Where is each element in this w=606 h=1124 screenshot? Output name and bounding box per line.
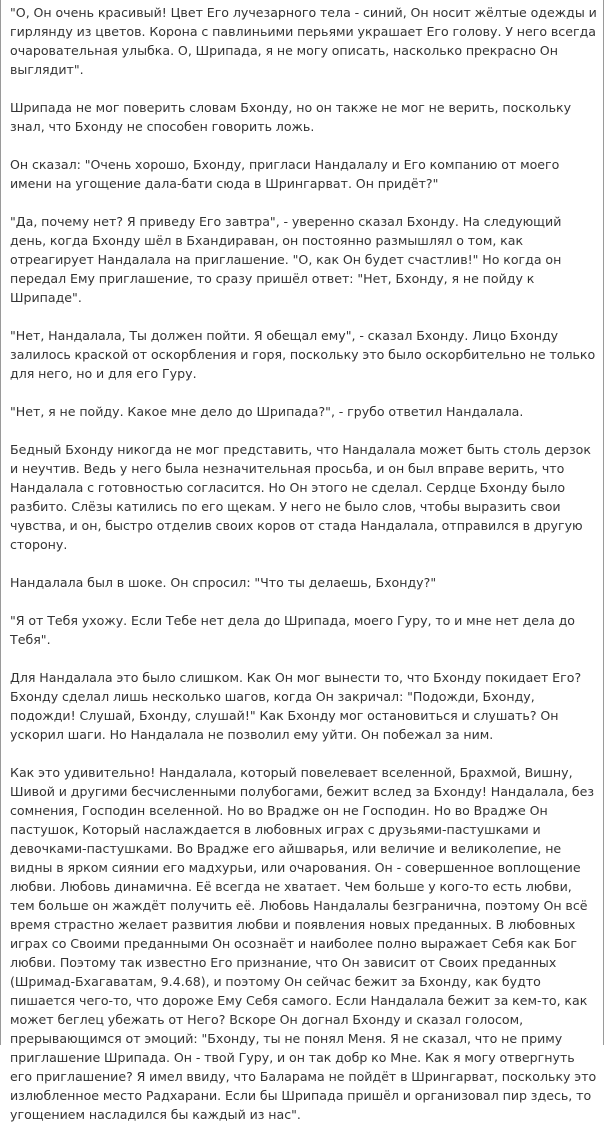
paragraph-1: "О, Он очень красивый! Цвет Его лучезарного тела - синий, Он носит жёлтые одежды и гирлянду из цветов. Корона с павлиньими перьями украшает Его голову. У него всегда очаровательная улыбка. О, Шрипада, я не могу описать, насколько прекрасно Он выглядит". xyxy=(10,5,597,77)
paragraph-6: "Нет, я не пойду. Какое мне дело до Шрипада?", - грубо ответил Нандалала. xyxy=(10,404,524,419)
paragraph-7: Бедный Бхонду никогда не мог представить, что Нандалала может быть столь дерзок и неучтив. Ведь у него была незначительная просьба, и он был вправе верить, что Нандалала с готовностью согласится. Но Он этого не сделал. Сердце Бхонду было разбито. Слёзы катились по его щекам. У него не было слов, чтобы выразить свои чувства, и он, быстро отделив своих коров от стада Нандалала, отправился в другую сторону. xyxy=(10,442,591,552)
paragraph-8: Нандалала был в шоке. Он спросил: "Что ты делаешь, Бхонду?" xyxy=(10,575,437,590)
paragraph-2: Шрипада не мог поверить словам Бхонду, но он также не мог не верить, поскольку знал, что Бхонду не способен говорить ложь. xyxy=(10,100,572,134)
paragraph-11: Как это удивительно! Нандалала, который повелевает вселенной, Брахмой, Вишну, Шивой и другими бесчисленными полубогами, бежит вслед за Бхонду! Нандалала, без сомнения, Господин вселенной. Но во Врадже он не Господин. Но во Врадже Он пастушок, Который наслаждается в любовных играх с друзьями-пастушками и девочками-пастушками. Во Врадже его айшварья, или величие и великолепие, не видны в ярком сиянии его мадхурьи, или очарования. Он - совершенное воплощение любви. Любовь динамична. Её всегда не хватает. Чем больше у кого-то есть любви, тем больше он жаждёт получить её. Любовь Нандалалы безгранична, поэтому Он всё время страстно желает развития любви и появления новых преданных. В любовных играх со Своими преданными Он осознаёт и наиболее полно выражает Себя как Бог любви. Поэтому так известно Его признание, что Он зависит от Своих преданных (Шримад-Бхагаватам, 9.4.68), и поэтому Он сейчас бежит за Бхонду, как будто пишается чего-то, что дороже Ему Себя самого. Если Нандалала бежит за кем-то, как может беглец убежать от Него? Вскоре Он догнал Бхонду и сказал голосом, прерывающимся от эмоций: "Бхонду, ты не понял Меня. Я не сказал, что не приму приглашение Шрипада. Он - твой Гуру, и он так добр ко Мне. Как я могу отвергнуть его приглашение? Я имел ввиду, что Баларама не пойдёт в Шрингарват, поскольку это излюбленное место Радхарани. Если бы Шрипада пришёл и организовал пир здесь, то угощением насладился бы каждый из нас". xyxy=(10,765,597,1122)
paragraph-9: "Я от Тебя ухожу. Если Тебе нет дела до Шрипада, моего Гуру, то и мне нет дела до Тебя". xyxy=(10,613,576,647)
paragraph-5: "Нет, Нандалала, Ты должен пойти. Я обещал ему", - сказал Бхонду. Лицо Бхонду залилось краской от оскорбления и горя, поскольку это было оскорбительно не только для него, но и для его Гуру. xyxy=(10,328,596,381)
paragraph-10: Для Нандалала это было слишком. Как Он мог вынести то, что Бхонду покидает Его? Бхонду сделал лишь несколько шагов, когда Он закричал: "Подожди, Бхонду, подожди! Слушай, Бхонду, слушай!" Как Бхонду мог остановиться и слушать? Он ускорил шаги. Но Нандалала не позволил ему уйти. Он побежал за ним. xyxy=(10,670,582,742)
paragraph-3: Он сказал: "Очень хорошо, Бхонду, пригласи Нандалалу и Его компанию от моего имени на угощение дала-бати сюда в Шрингарват. Он придёт?" xyxy=(10,157,560,191)
paragraph-4: "Да, почему нет? Я приведу Его завтра", - уверенно сказал Бхонду. На следующий день, когда Бхонду шёл в Бхандираван, он постоянно размышлял о том, как отреагирует Нандалала на приглашение. "О, как Он будет счастлив!" Но когда он передал Ему приглашение, то сразу пришёл ответ: "Нет, Бхонду, я не пойду к Шрипаде". xyxy=(10,214,562,305)
